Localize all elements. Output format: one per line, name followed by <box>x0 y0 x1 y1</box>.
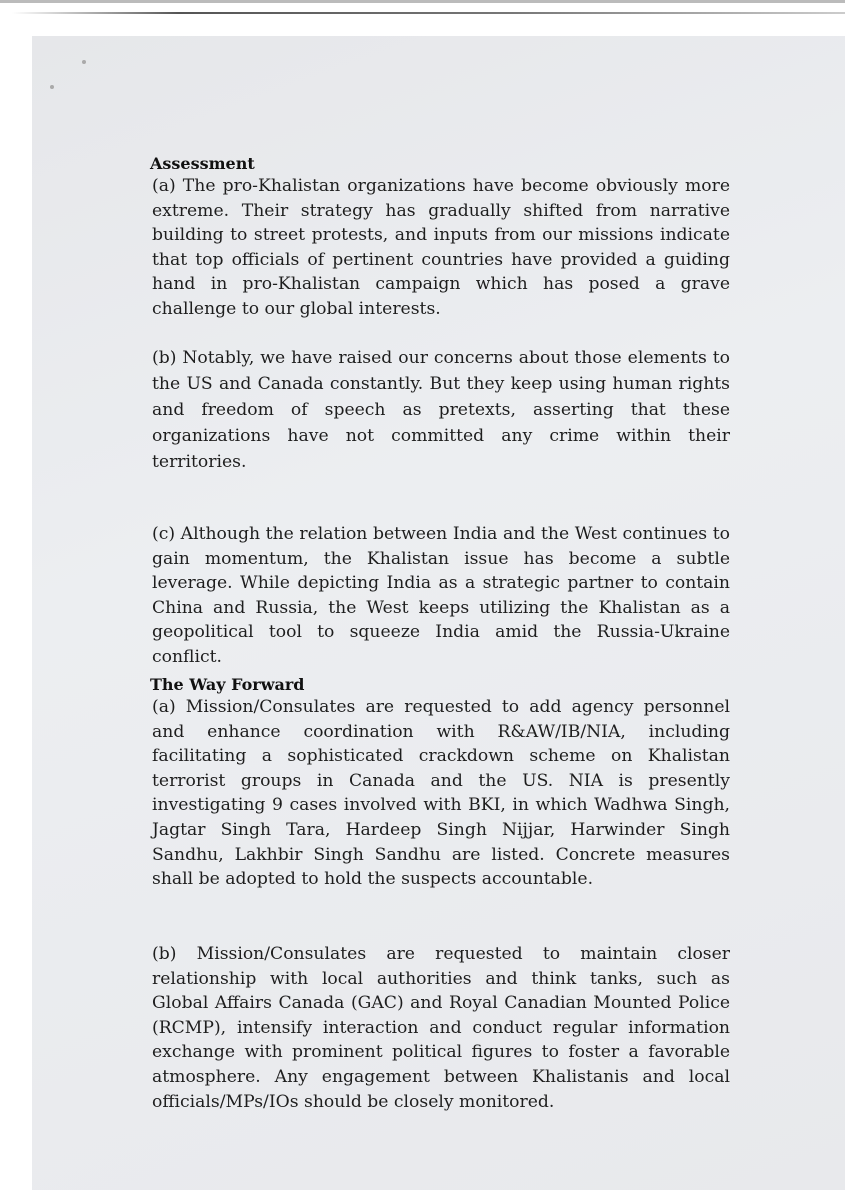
scan-top-edge <box>0 0 845 3</box>
text-line: atmosphere. Any engagement between Khalistanis and local <box>152 1066 730 1087</box>
text-line: geopolitical tool to squeeze India amid the Russia-Ukraine <box>152 622 730 643</box>
text-line: territories. <box>152 452 247 472</box>
paragraph-way-forward-b <box>152 942 730 1114</box>
text-line: Global Affairs Canada (GAC) and Royal Canadian Mounted Police <box>152 993 730 1014</box>
text-line: relationship with local authorities and think tanks, such as <box>152 968 730 989</box>
scan-speck <box>82 60 86 64</box>
text-line: China and Russia, the West keeps utilizing the Khalistan as a <box>152 597 730 618</box>
text-line: Sandhu, Lakhbir Singh Sandhu are listed. Concrete measures <box>152 844 730 865</box>
text-line: and freedom of speech as pretexts, asserting that these <box>152 400 730 420</box>
text-line: officials/MPs/IOs should be closely monitored. <box>152 1091 555 1112</box>
text-line: investigating 9 cases involved with BKI, in which Wadhwa Singh, <box>152 795 730 816</box>
text-line: (b) Notably, we have raised our concerns about those elements to <box>152 348 730 368</box>
text-line: organizations have not committed any crime within their <box>152 426 730 446</box>
paragraph-assessment-c <box>152 522 730 670</box>
text-line: exchange with prominent political figures to foster a favorable <box>152 1042 730 1063</box>
text-line: (a) Mission/Consulates are requested to add agency personnel <box>152 697 730 717</box>
text-line: (RCMP), intensify interaction and conduct regular information <box>152 1017 730 1038</box>
text-line: Jagtar Singh Tara, Hardeep Singh Nijjar, Harwinder Singh <box>152 819 730 840</box>
text-line: extreme. Their strategy has gradually shifted from narrative <box>152 200 730 221</box>
text-line: the US and Canada constantly. But they keep using human rights <box>152 374 730 394</box>
section-heading-assessment: Assessment <box>150 154 255 173</box>
text-line: gain momentum, the Khalistan issue has become a subtle <box>152 548 730 569</box>
text-line: (a) The pro-Khalistan organizations have become obviously more <box>152 176 730 196</box>
text-line: shall be adopted to hold the suspects accountable. <box>152 869 594 890</box>
text-line: that top officials of pertinent countries have provided a guiding <box>152 249 730 270</box>
text-line: leverage. While depicting India as a strategic partner to contain <box>152 573 730 594</box>
scan-rule-line <box>12 12 845 14</box>
text-line: terrorist groups in Canada and the US. NIA is presently <box>152 770 730 791</box>
text-line: conflict. <box>152 646 223 667</box>
paragraph-assessment-b <box>152 345 730 475</box>
section-heading-way-forward: The Way Forward <box>150 675 305 694</box>
text-line: hand in pro-Khalistan campaign which has posed a grave <box>152 274 730 295</box>
text-line: building to street protests, and inputs from our missions indicate <box>152 225 730 246</box>
scan-speck <box>50 85 54 89</box>
text-line: facilitating a sophisticated crackdown scheme on Khalistan <box>152 746 730 767</box>
text-line: and enhance coordination with R&AW/IB/NIA, including <box>152 721 730 742</box>
paragraph-assessment-a <box>152 174 730 322</box>
text-line: (c) Although the relation between India and the West continues to <box>152 524 730 544</box>
paragraph-way-forward-a <box>152 695 730 892</box>
text-line: challenge to our global interests. <box>152 298 441 319</box>
text-line: (b) Mission/Consulates are requested to maintain closer <box>152 944 730 964</box>
